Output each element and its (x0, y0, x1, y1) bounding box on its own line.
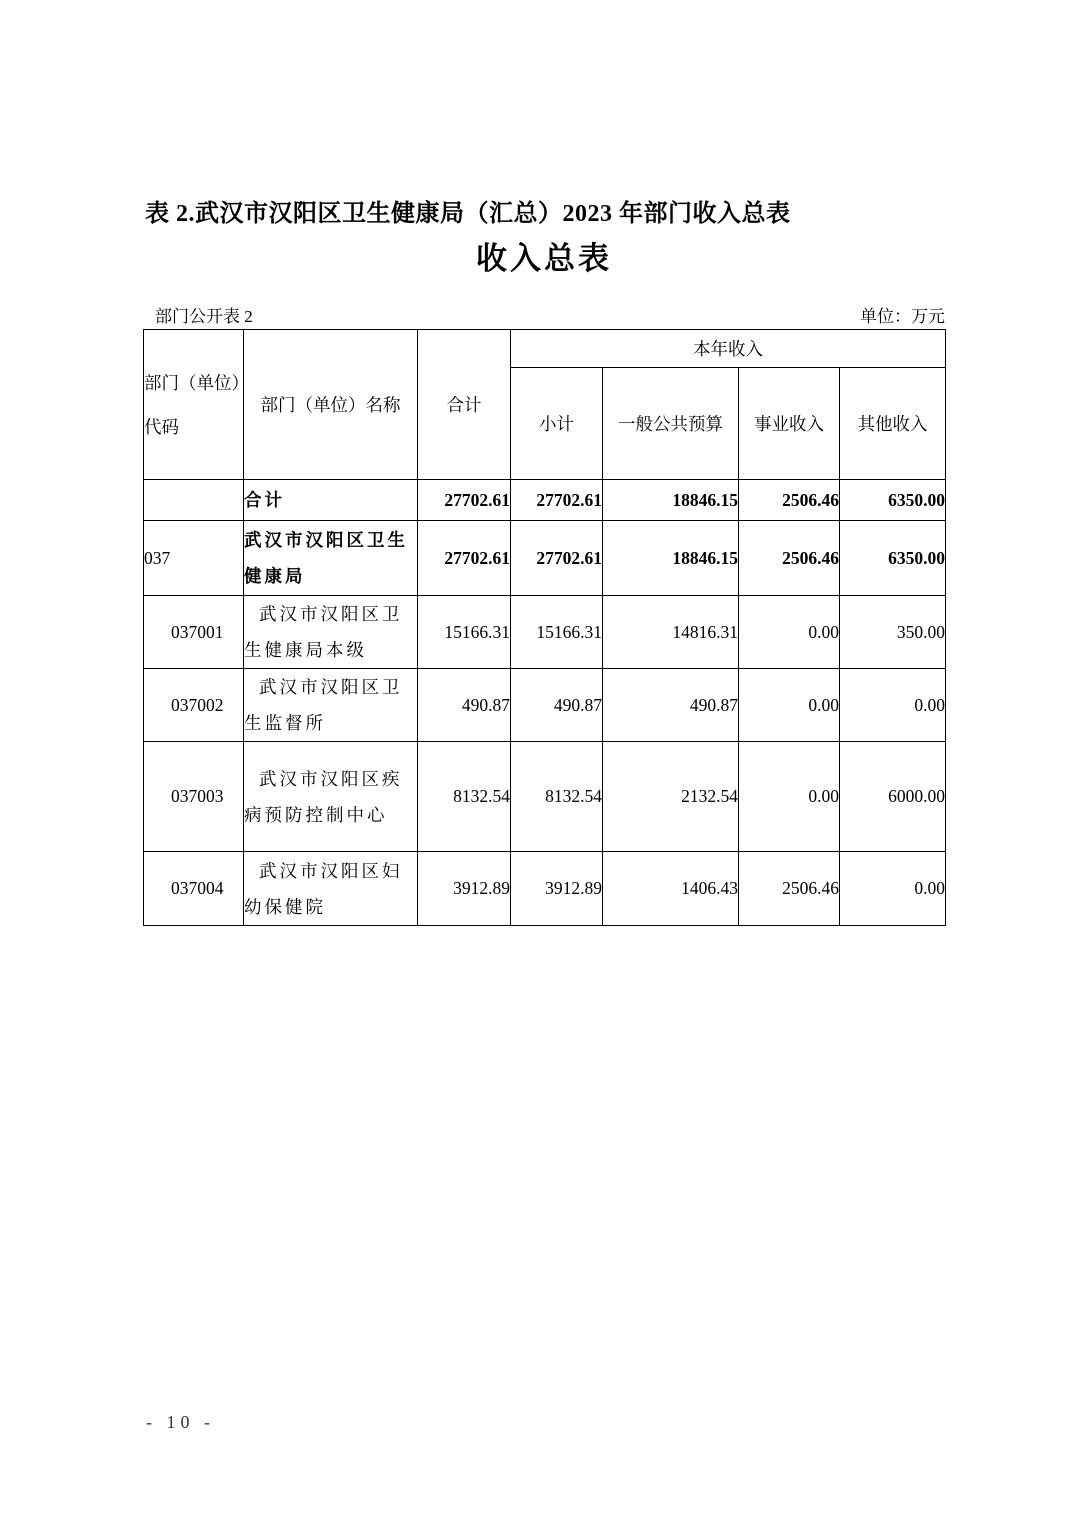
page-title: 表 2.武汉市汉阳区卫生健康局（汇总）2023 年部门收入总表 (145, 201, 791, 227)
cell-code: 037004 (144, 852, 244, 926)
cell-general-public-budget: 1406.43 (603, 852, 739, 926)
cell-total: 490.87 (418, 669, 511, 742)
header-total: 合计 (418, 330, 511, 480)
table-note: 部门公开表 2 (155, 307, 253, 326)
table-row (144, 742, 946, 852)
cell-other-income: 0.00 (840, 852, 946, 926)
cell-operational-income: 2506.46 (739, 852, 840, 926)
cell-subtotal: 15166.31 (511, 596, 603, 669)
cell-name: 合计 (244, 480, 418, 521)
header-general-public-budget: 一般公共预算 (603, 368, 739, 480)
cell-total: 15166.31 (418, 596, 511, 669)
cell-code: 037001 (144, 596, 244, 669)
cell-code: 037002 (144, 669, 244, 742)
cell-operational-income: 0.00 (739, 596, 840, 669)
cell-total: 27702.61 (418, 480, 511, 521)
cell-general-public-budget: 2132.54 (603, 742, 739, 852)
cell-operational-income: 2506.46 (739, 480, 840, 521)
header-operational-income: 事业收入 (739, 368, 840, 480)
unit-note: 单位：万元 (860, 307, 945, 326)
cell-total: 27702.61 (418, 521, 511, 596)
cell-total: 8132.54 (418, 742, 511, 852)
cell-subtotal: 490.87 (511, 669, 603, 742)
cell-total: 3912.89 (418, 852, 511, 926)
header-name: 部门（单位）名称 (244, 330, 418, 480)
table-row (144, 596, 946, 669)
cell-name: 武汉市汉阳区卫生监督所 (244, 669, 418, 742)
cell-code (144, 480, 244, 521)
header-code: 部门（单位）代码 (144, 330, 244, 480)
cell-operational-income: 2506.46 (739, 521, 840, 596)
cell-subtotal: 3912.89 (511, 852, 603, 926)
header-other-income: 其他收入 (840, 368, 946, 480)
cell-other-income: 0.00 (840, 669, 946, 742)
cell-other-income: 350.00 (840, 596, 946, 669)
cell-name: 武汉市汉阳区卫生健康局本级 (244, 596, 418, 669)
table-row (144, 669, 946, 742)
cell-name: 武汉市汉阳区卫生健康局 (244, 521, 418, 596)
table-row (144, 521, 946, 596)
income-summary-table (143, 329, 946, 926)
table-row (144, 852, 946, 926)
cell-general-public-budget: 18846.15 (603, 521, 739, 596)
cell-name: 武汉市汉阳区疾病预防控制中心 (244, 742, 418, 852)
cell-name: 武汉市汉阳区妇幼保健院 (244, 852, 418, 926)
header-subtotal: 小计 (511, 368, 603, 480)
cell-operational-income: 0.00 (739, 742, 840, 852)
cell-other-income: 6350.00 (840, 480, 946, 521)
cell-other-income: 6350.00 (840, 521, 946, 596)
cell-other-income: 6000.00 (840, 742, 946, 852)
cell-code: 037 (144, 521, 244, 596)
table-notes (155, 302, 945, 327)
cell-subtotal: 27702.61 (511, 521, 603, 596)
cell-general-public-budget: 490.87 (603, 669, 739, 742)
cell-subtotal: 8132.54 (511, 742, 603, 852)
page-number: - 10 - (146, 1412, 215, 1432)
cell-subtotal: 27702.61 (511, 480, 603, 521)
header-current-year-income: 本年收入 (511, 330, 946, 368)
cell-code: 037003 (144, 742, 244, 852)
cell-general-public-budget: 14816.31 (603, 596, 739, 669)
table-row (144, 480, 946, 521)
cell-general-public-budget: 18846.15 (603, 480, 739, 521)
cell-operational-income: 0.00 (739, 669, 840, 742)
page-subtitle: 收入总表 (476, 241, 612, 276)
